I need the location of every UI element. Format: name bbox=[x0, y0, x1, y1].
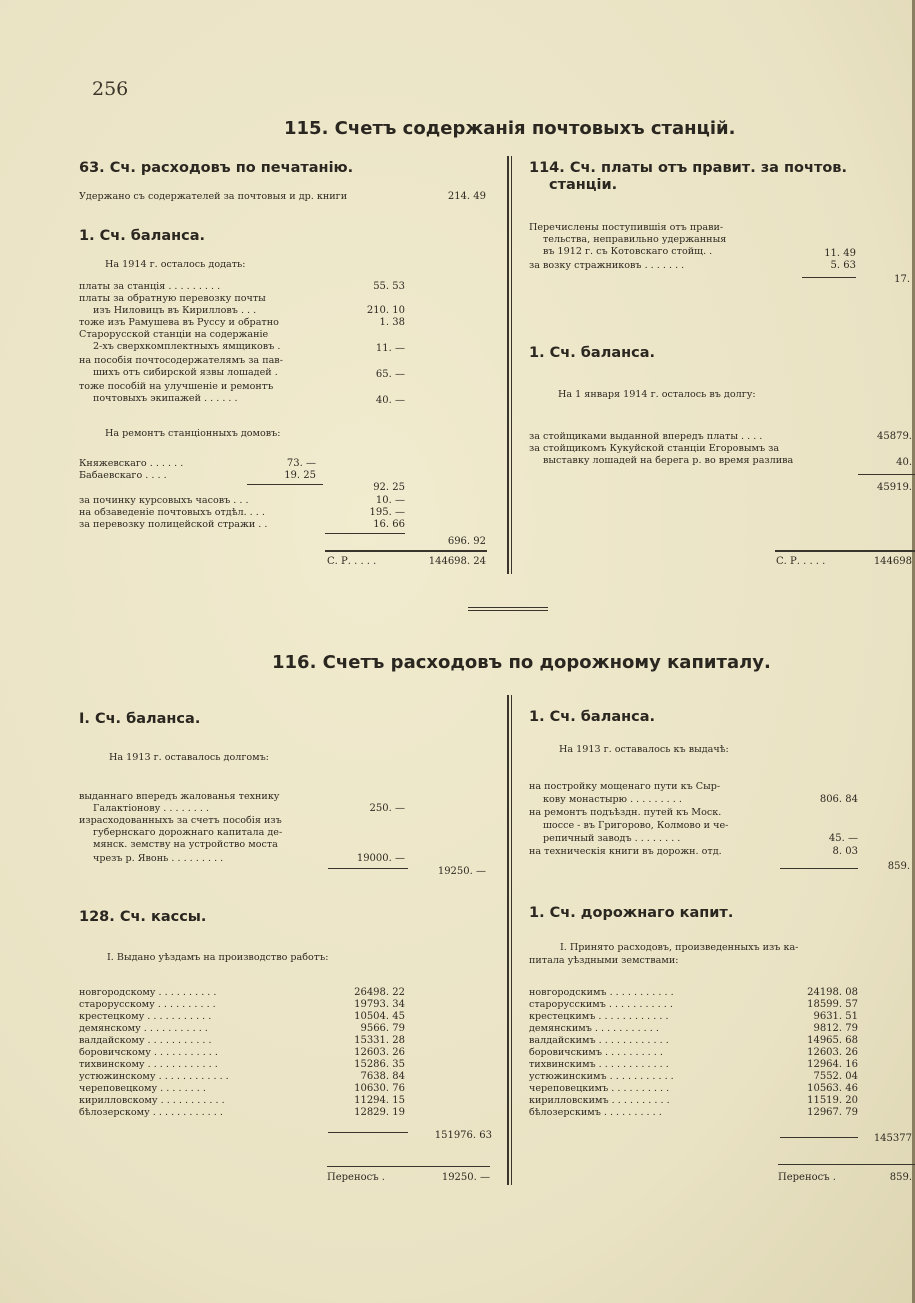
district-amount: 19793. 34 bbox=[354, 999, 405, 1010]
district-amount: 9566. 79 bbox=[360, 1023, 405, 1034]
entry-amount: 195. — bbox=[369, 507, 405, 518]
entry-amount: 45. — bbox=[828, 833, 858, 844]
entry-label: Старорусской станціи на содержаніе bbox=[79, 329, 269, 340]
road-capital-heading: 1. Сч. дорожнаго капит. bbox=[529, 905, 734, 921]
balance-heading: 1. Сч. баланса. bbox=[529, 345, 656, 361]
sum-rule bbox=[775, 550, 915, 552]
district-amount: 14965. 68 bbox=[807, 1035, 858, 1046]
balance-total: 696. 92 bbox=[447, 536, 486, 547]
subtotal-rule bbox=[858, 474, 915, 475]
sum-rule bbox=[325, 550, 487, 552]
carry-value: 859. bbox=[889, 1172, 912, 1183]
district-amount: 7552. 04 bbox=[813, 1071, 858, 1082]
account-114-total: 17. bbox=[894, 274, 910, 285]
repair-amount: 19. 25 bbox=[284, 470, 316, 481]
section-116-title: 116. Счетъ расходовъ по дорожному капиталу. bbox=[272, 652, 771, 673]
district-label: устюжинскому . . . . . . . . . . . . bbox=[79, 1071, 229, 1082]
balance-heading: 1. Сч. баланса. bbox=[529, 709, 656, 725]
entry-label: тоже изъ Рамушева въ Руссу и обратно bbox=[79, 317, 279, 328]
district-label: кирилловскимъ . . . . . . . . . . bbox=[529, 1095, 670, 1106]
entry-amount: 806. 84 bbox=[819, 794, 858, 805]
entry-label: платы за обратную перевозку почты bbox=[79, 293, 266, 304]
district-label: новгородскимъ . . . . . . . . . . . bbox=[529, 987, 674, 998]
entry-label: Галактіонову . . . . . . . . bbox=[93, 803, 210, 814]
entry-label: на постройку мощенаго пути къ Сыр- bbox=[529, 781, 721, 792]
district-amount: 10563. 46 bbox=[807, 1083, 858, 1094]
district-label: боровичскому . . . . . . . . . . . bbox=[79, 1047, 218, 1058]
district-label: тихвинскому . . . . . . . . . . . . bbox=[79, 1059, 218, 1070]
entry-label: Перечислены поступившія отъ прави- bbox=[529, 222, 724, 233]
balance-heading: 1. Сч. баланса. bbox=[79, 228, 206, 244]
district-amount: 12603. 26 bbox=[807, 1047, 858, 1058]
balance-heading: I. Сч. баланса. bbox=[79, 711, 201, 727]
section-115-title: 115. Счетъ содержанія почтовыхъ станцій. bbox=[284, 118, 736, 139]
district-label: устюжинскимъ . . . . . . . . . . . bbox=[529, 1071, 674, 1082]
account-128-total: 151976. 63 bbox=[434, 1130, 492, 1141]
road-capital-total: 145377 bbox=[873, 1133, 912, 1144]
district-amount: 12829. 19 bbox=[354, 1107, 405, 1118]
entry-label: за стойщиками выданной впередъ платы . . . . bbox=[529, 431, 763, 442]
entry-label: тельства, неправильно удержанныя bbox=[543, 234, 727, 245]
entry-label: выданнаго впередъ жалованья технику bbox=[79, 791, 280, 802]
column-divider-thin bbox=[511, 695, 512, 1185]
district-label: демянскому . . . . . . . . . . . bbox=[79, 1023, 208, 1034]
repair-amount: 73. — bbox=[286, 458, 316, 469]
carry-rule bbox=[327, 1166, 490, 1167]
balance-intro: На 1914 г. осталось додать: bbox=[105, 259, 246, 270]
sum-label: С. Р. . . . . bbox=[776, 556, 826, 567]
district-label: бѣлозерскому . . . . . . . . . . . . bbox=[79, 1107, 223, 1118]
district-label: боровичскимъ . . . . . . . . . . bbox=[529, 1047, 663, 1058]
entry-amount: 40. — bbox=[375, 395, 405, 406]
district-label: череповецкимъ . . . . . . . . . . bbox=[529, 1083, 670, 1094]
district-amount: 15286. 35 bbox=[354, 1059, 405, 1070]
repair-label: Бабаевскаго . . . . bbox=[79, 470, 167, 481]
entry-amount: 16. 66 bbox=[373, 519, 405, 530]
balance-intro: На 1913 г. оставалось къ выдачѣ: bbox=[559, 744, 729, 755]
entry-label: на обзаведеніе почтовыхъ отдѣл. . . . bbox=[79, 507, 265, 518]
district-amount: 12967. 79 bbox=[807, 1107, 858, 1118]
entry-label: за возку стражниковъ . . . . . . . bbox=[529, 260, 685, 271]
column-divider-thin bbox=[511, 156, 512, 574]
balance-intro: На 1 января 1914 г. осталось въ долгу: bbox=[558, 389, 756, 400]
district-label: череповецкому . . . . . . . . bbox=[79, 1083, 206, 1094]
entry-label: кову монастырю . . . . . . . . . bbox=[543, 794, 682, 805]
balance-total: 859. bbox=[887, 861, 910, 872]
account-63-line: Удержано съ содержателей за почтовыя и др. книги bbox=[79, 191, 348, 202]
carry-label: Переносъ . bbox=[778, 1172, 836, 1183]
district-label: валдайскому . . . . . . . . . . . bbox=[79, 1035, 212, 1046]
page-number: 256 bbox=[92, 78, 129, 100]
entry-label: на техническія книги въ дорожн. отд. bbox=[529, 846, 722, 857]
balance-intro: На 1913 г. оставалось долгомъ: bbox=[109, 752, 269, 763]
entry-amount: 40. bbox=[896, 457, 912, 468]
entry-label: мянск. земству на устройство моста bbox=[93, 839, 278, 850]
entry-label: за стойщикомъ Кукуйской станціи Егоровымъ за bbox=[529, 443, 780, 454]
entry-label: за починку курсовыхъ часовъ . . . bbox=[79, 495, 249, 506]
entry-amount: 55. 53 bbox=[373, 281, 405, 292]
sum-value: 144698. 24 bbox=[428, 556, 486, 567]
district-label: валдайскимъ . . . . . . . . . . . . bbox=[529, 1035, 669, 1046]
entry-label: на пособія почтосодержателямъ за пав- bbox=[79, 355, 283, 366]
section-separator bbox=[468, 607, 548, 608]
road-capital-intro-cont: питала уѣздными земствами: bbox=[529, 955, 679, 966]
entry-amount: 210. 10 bbox=[366, 305, 405, 316]
repair-total: 92. 25 bbox=[373, 482, 405, 493]
subtotal-rule bbox=[780, 1137, 858, 1138]
entry-amount: 1. 38 bbox=[379, 317, 405, 328]
sum-value: 144698 bbox=[873, 556, 912, 567]
subtotal-rule bbox=[780, 868, 858, 869]
entry-label: шоссе - въ Григорово, Колмово и че- bbox=[543, 820, 729, 831]
district-amount: 10630. 76 bbox=[354, 1083, 405, 1094]
carry-value: 19250. — bbox=[441, 1172, 490, 1183]
entry-amount: 19000. — bbox=[356, 853, 405, 864]
subtotal-rule bbox=[802, 277, 856, 278]
repair-intro: На ремонтъ станціонныхъ домовъ: bbox=[105, 428, 281, 439]
entry-label: израсходованныхъ за счетъ пособія изъ bbox=[79, 815, 282, 826]
district-label: новгородскому . . . . . . . . . . bbox=[79, 987, 217, 998]
balance-total: 45919. bbox=[877, 482, 912, 493]
district-amount: 11294. 15 bbox=[354, 1095, 405, 1106]
balance-total: 19250. — bbox=[437, 866, 486, 877]
account-114-heading-cont: станціи. bbox=[549, 177, 618, 193]
column-divider bbox=[507, 156, 509, 574]
account-128-intro: I. Выдано уѣздамъ на производство работъ: bbox=[107, 952, 329, 963]
district-amount: 11519. 20 bbox=[807, 1095, 858, 1106]
district-label: кирилловскому . . . . . . . . . . . bbox=[79, 1095, 225, 1106]
entry-amount: 11. 49 bbox=[824, 248, 856, 259]
account-63-amount: 214. 49 bbox=[447, 191, 486, 202]
road-capital-intro: I. Принято расходовъ, произведенныхъ изъ ка- bbox=[560, 942, 799, 953]
district-label: крестецкому . . . . . . . . . . . bbox=[79, 1011, 212, 1022]
section-separator bbox=[468, 610, 548, 611]
district-amount: 18599. 57 bbox=[807, 999, 858, 1010]
district-amount: 15331. 28 bbox=[354, 1035, 405, 1046]
entry-label: изъ Ниловицъ въ Кирилловъ . . . bbox=[93, 305, 257, 316]
entry-label: чрезъ р. Явонь . . . . . . . . . bbox=[93, 853, 224, 864]
entry-label: 2-хъ сверхкомплектныхъ ямщиковъ . bbox=[93, 341, 281, 352]
district-amount: 7638. 84 bbox=[360, 1071, 405, 1082]
account-114-heading: 114. Сч. платы отъ правит. за почтов. bbox=[529, 160, 847, 176]
entry-amount: 8. 03 bbox=[832, 846, 858, 857]
subtotal-rule bbox=[325, 533, 405, 534]
entry-label: шихъ отъ сибирской язвы лошадей . bbox=[93, 367, 278, 378]
entry-amount: 10. — bbox=[375, 495, 405, 506]
repair-label: Княжевскаго . . . . . . bbox=[79, 458, 184, 469]
district-label: старорусскому . . . . . . . . . . bbox=[79, 999, 216, 1010]
entry-label: за перевозку полицейской стражи . . bbox=[79, 519, 268, 530]
district-amount: 10504. 45 bbox=[354, 1011, 405, 1022]
entry-label: въ 1912 г. съ Котовскаго стойщ. . bbox=[543, 246, 713, 257]
district-label: старорусскимъ . . . . . . . . . . . bbox=[529, 999, 673, 1010]
district-amount: 24198. 08 bbox=[807, 987, 858, 998]
column-divider bbox=[507, 695, 509, 1185]
district-amount: 12603. 26 bbox=[354, 1047, 405, 1058]
entry-amount: 11. — bbox=[375, 343, 405, 354]
entry-label: на ремонтъ подъѣздн. путей къ Моск. bbox=[529, 807, 722, 818]
entry-label: репичный заводъ . . . . . . . . bbox=[543, 833, 681, 844]
entry-amount: 45879. bbox=[877, 431, 912, 442]
district-amount: 9812. 79 bbox=[813, 1023, 858, 1034]
carry-label: Переносъ . bbox=[327, 1172, 385, 1183]
carry-rule bbox=[778, 1164, 915, 1165]
sum-label: С. Р. . . . . bbox=[327, 556, 377, 567]
entry-amount: 65. — bbox=[375, 369, 405, 380]
district-label: бѣлозерскимъ . . . . . . . . . . bbox=[529, 1107, 662, 1118]
district-amount: 12964. 16 bbox=[807, 1059, 858, 1070]
entry-label: выставку лошадей на берега р. во время разлива bbox=[543, 455, 794, 466]
entry-label: губернскаго дорожнаго капитала де- bbox=[93, 827, 283, 838]
account-128-heading: 128. Сч. кассы. bbox=[79, 909, 207, 925]
entry-label: платы за станція . . . . . . . . . bbox=[79, 281, 221, 292]
district-label: крестецкимъ . . . . . . . . . . . . bbox=[529, 1011, 669, 1022]
account-63-heading: 63. Сч. расходовъ по печатанію. bbox=[79, 160, 354, 176]
district-amount: 26498. 22 bbox=[354, 987, 405, 998]
entry-label: тоже пособій на улучшеніе и ремонтъ bbox=[79, 381, 274, 392]
district-label: демянскимъ . . . . . . . . . . . bbox=[529, 1023, 659, 1034]
entry-amount: 250. — bbox=[369, 803, 405, 814]
entry-label: почтовыхъ экипажей . . . . . . bbox=[93, 393, 238, 404]
district-amount: 9631. 51 bbox=[813, 1011, 858, 1022]
district-label: тихвинскимъ . . . . . . . . . . . . bbox=[529, 1059, 669, 1070]
subtotal-rule bbox=[247, 484, 323, 485]
entry-amount: 5. 63 bbox=[830, 260, 856, 271]
